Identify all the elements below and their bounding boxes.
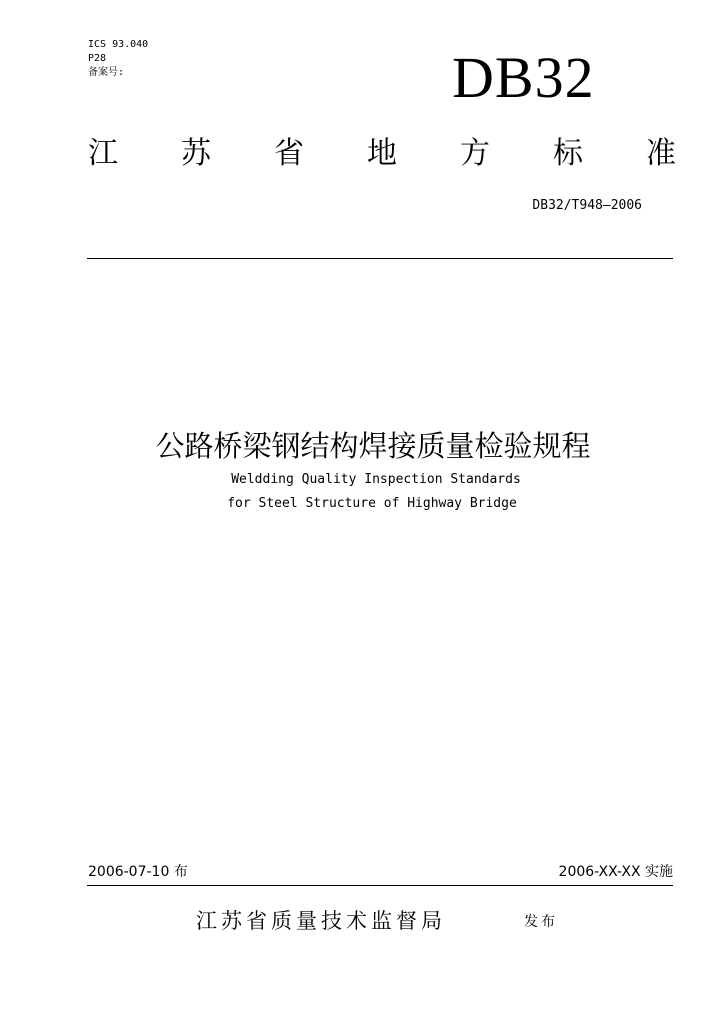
filing-label: 备案号: <box>88 67 125 78</box>
ics-code: ICS 93.040 <box>88 39 149 50</box>
standard-type-char: 方 <box>460 136 490 171</box>
document-title-en-line2: for Steel Structure of Highway Bridge <box>227 496 517 511</box>
standard-number: DB32/T948—2006 <box>532 198 642 213</box>
standard-type-char: 标 <box>553 136 583 171</box>
issuing-authority-suffix: 发布 <box>524 914 558 930</box>
standard-type-char: 江 <box>88 136 118 171</box>
implementation-date: 2006-XX-XX 实施 <box>558 864 673 880</box>
document-title-en-line1: Weldding Quality Inspection Standards <box>231 472 521 487</box>
standard-type-char: 地 <box>367 136 397 171</box>
standard-type-char: 准 <box>646 136 676 171</box>
issue-date: 2006-07-10 布 <box>88 864 188 880</box>
bottom-divider <box>87 885 673 886</box>
standard-code: DB32 <box>452 45 595 110</box>
document-title-zh: 公路桥梁钢结构焊接质量检验规程 <box>155 429 591 463</box>
standard-type-char: 省 <box>274 136 304 171</box>
standard-type-heading <box>88 134 676 174</box>
issuing-authority: 江苏省质量技术监督局 <box>196 909 446 933</box>
top-divider <box>87 258 673 259</box>
standard-type-char: 苏 <box>181 136 211 171</box>
classification-code: P28 <box>88 53 107 64</box>
